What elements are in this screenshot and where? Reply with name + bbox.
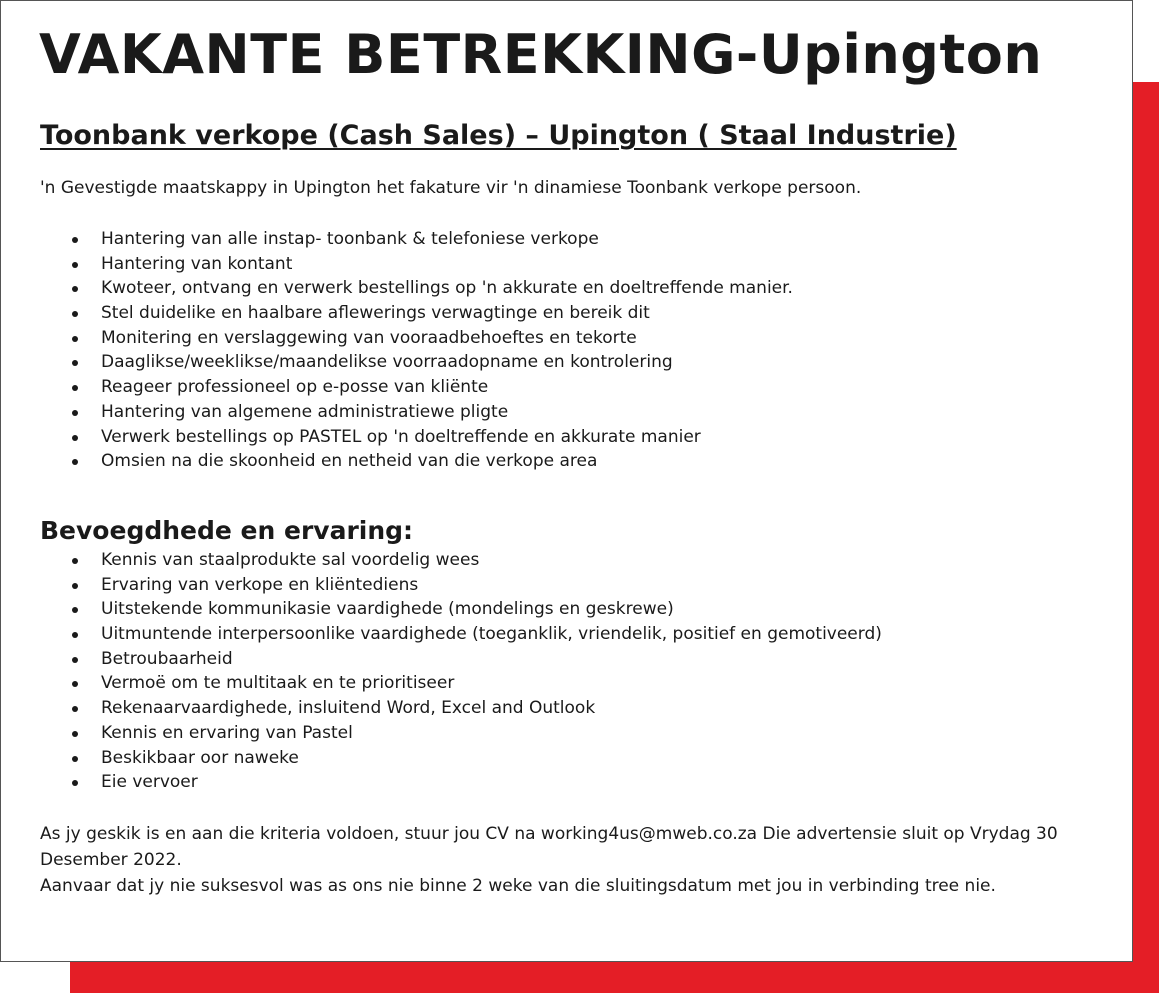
list-item: Betroubaarheid	[69, 647, 882, 672]
list-item: Verwerk bestellings op PASTEL op 'n doeltreffende en akkurate manier	[69, 425, 793, 450]
list-item: Hantering van kontant	[69, 252, 793, 277]
intro-paragraph: 'n Gevestigde maatskappy in Upington het fakature vir 'n dinamiese Toonbank verkope persoon.	[40, 178, 862, 198]
disclaimer-text: Aanvaar dat jy nie suksesvol was as ons nie binne 2 weke van die sluitingsdatum met jou in verbinding tree nie.	[40, 876, 996, 896]
list-item: Omsien na die skoonheid en netheid van die verkope area	[69, 449, 793, 474]
list-item: Kwoteer, ontvang en verwerk bestellings op 'n akkurate en doeltreffende manier.	[69, 276, 793, 301]
qualifications-heading: Bevoegdhede en ervaring:	[40, 516, 414, 545]
list-item: Ervaring van verkope en kliëntediens	[69, 573, 882, 598]
qualifications-list	[69, 548, 882, 795]
list-item: Stel duidelike en haalbare aflewerings verwagtinge en bereik dit	[69, 301, 793, 326]
list-item: Monitering en verslaggewing van vooraadbehoeftes en tekorte	[69, 326, 793, 351]
list-item: Uitstekende kommunikasie vaardighede (mondelings en geskrewe)	[69, 597, 882, 622]
list-item: Reageer professioneel op e-posse van kliënte	[69, 375, 793, 400]
advert-headline: VAKANTE BETREKKING-Upington	[39, 23, 1043, 86]
apply-instructions: As jy geskik is en aan die kriteria voldoen, stuur jou CV na working4us@mweb.co.za Die advertensie sluit op Vrydag 30 Desember 2022.	[40, 824, 1058, 870]
list-item: Rekenaarvaardighede, insluitend Word, Excel and Outlook	[69, 696, 882, 721]
duties-list	[69, 227, 793, 474]
list-item: Eie vervoer	[69, 770, 882, 795]
list-item: Vermoë om te multitaak en te prioritiseer	[69, 671, 882, 696]
list-item: Daaglikse/weeklikse/maandelikse voorraadopname en kontrolering	[69, 350, 793, 375]
job-title: Toonbank verkope (Cash Sales) – Upington ( Staal Industrie)	[40, 120, 957, 151]
list-item: Hantering van alle instap- toonbank & telefoniese verkope	[69, 227, 793, 252]
closing-section	[40, 821, 1110, 899]
list-item: Uitmuntende interpersoonlike vaardighede (toeganklik, vriendelik, positief en gemotiveerd)	[69, 622, 882, 647]
list-item: Beskikbaar oor naweke	[69, 746, 882, 771]
list-item: Hantering van algemene administratiewe pligte	[69, 400, 793, 425]
list-item: Kennis en ervaring van Pastel	[69, 721, 882, 746]
list-item: Kennis van staalprodukte sal voordelig wees	[69, 548, 882, 573]
